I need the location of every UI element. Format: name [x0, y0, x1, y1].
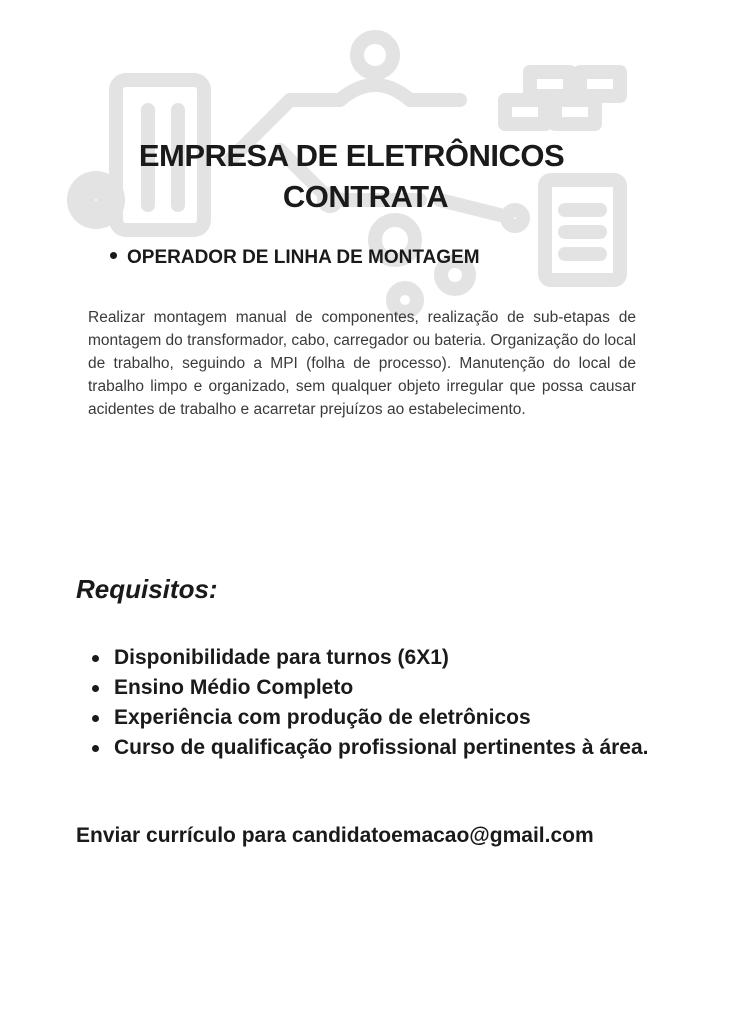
job-position	[110, 247, 480, 269]
list-item	[92, 733, 662, 763]
bullet-icon	[92, 745, 99, 752]
job-position-label: OPERADOR DE LINHA DE MONTAGEM	[127, 247, 480, 268]
requirement-text: Experiência com produção de eletrônicos	[114, 706, 531, 729]
headline-line1: EMPRESA DE ELETRÔNICOS	[138, 138, 565, 173]
requirement-text: Curso de qualificação profissional pertinentes à área.	[114, 736, 649, 759]
bullet-icon	[110, 252, 117, 259]
bullet-icon	[92, 685, 99, 692]
list-item	[92, 643, 662, 673]
job-description: Realizar montagem manual de componentes, realização de sub-etapas de montagem do transformador, cabo, carregador ou bateria. Organização do local de trabalho, seguindo a MPI (folha de processo). Manutenção do local de trabalho limpo e organizado, sem qualquer objeto irregular que possa causar acidentes de trabalho e acarretar prejuízos ao estabelecimento.	[88, 309, 636, 418]
bullet-icon	[92, 655, 99, 662]
user-icon	[340, 37, 410, 100]
brick-wall-icon	[505, 72, 620, 124]
headline-line2: CONTRATA	[282, 179, 449, 214]
contact-line: Enviar currículo para candidatoemacao@gmail.com	[76, 824, 594, 847]
requirements-list	[92, 643, 662, 763]
list-item	[92, 673, 662, 703]
bullet-icon	[92, 715, 99, 722]
requirement-text: Ensino Médio Completo	[114, 676, 354, 699]
requirements-heading: Requisitos:	[76, 574, 218, 604]
list-item	[92, 703, 662, 733]
requirement-text: Disponibilidade para turnos (6X1)	[114, 646, 449, 669]
